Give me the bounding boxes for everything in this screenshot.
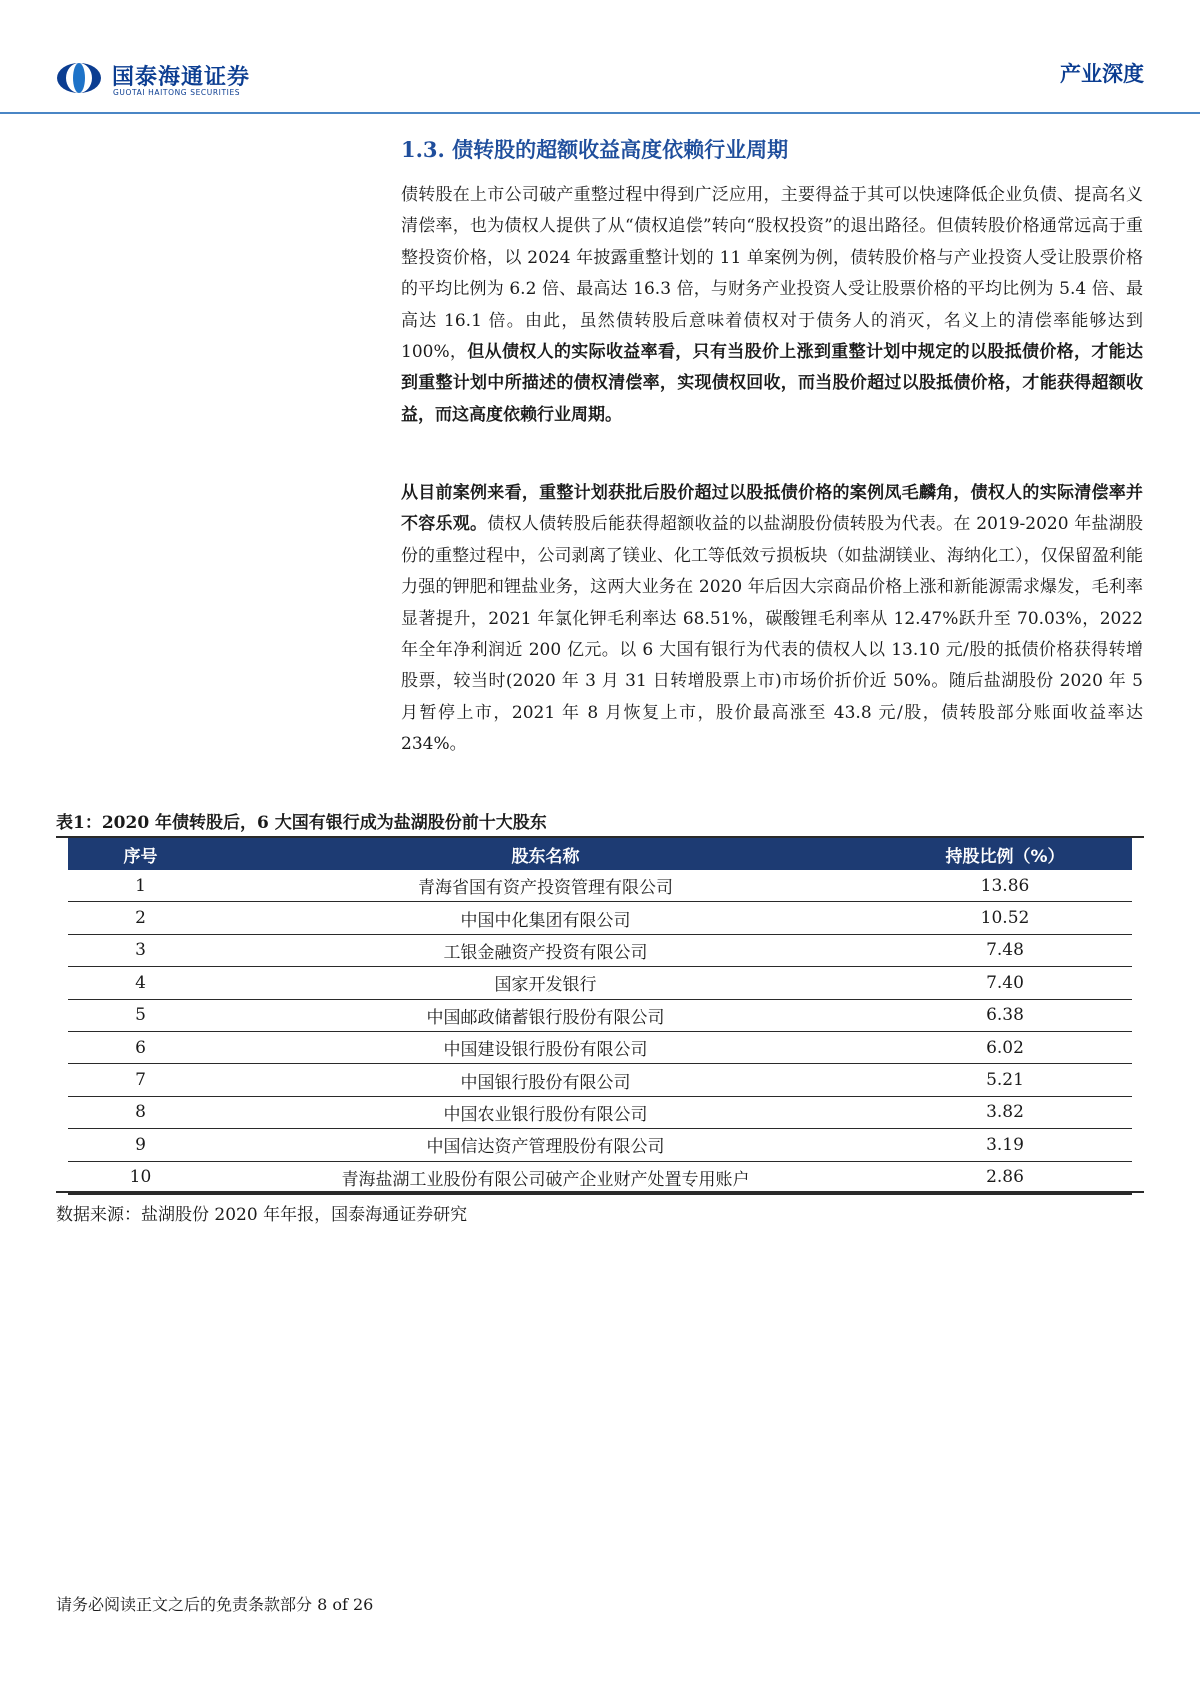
- logo-mark-icon: [56, 62, 102, 94]
- header-shareholder-name: 股东名称: [213, 838, 878, 870]
- row-index: 4: [68, 967, 213, 999]
- row-holding-ratio: 3.82: [878, 1096, 1132, 1128]
- table-header-row: [68, 838, 1132, 870]
- row-index: 6: [68, 1031, 213, 1063]
- table-row: [68, 1031, 1132, 1063]
- row-holding-ratio: 3.19: [878, 1129, 1132, 1161]
- row-holding-ratio: 7.40: [878, 967, 1132, 999]
- row-holding-ratio: 6.02: [878, 1031, 1132, 1063]
- row-index: 1: [68, 870, 213, 902]
- paragraph-2: [401, 478, 1143, 761]
- row-index: 2: [68, 902, 213, 934]
- page-footer: 请务必阅读正文之后的免责条款部分 8 of 26: [56, 1595, 374, 1614]
- paragraph-1: [401, 180, 1143, 431]
- header-index: 序号: [68, 838, 213, 870]
- data-source-note: 数据来源：盐湖股份 2020 年年报，国泰海通证券研究: [56, 1205, 468, 1225]
- table-row: [68, 999, 1132, 1031]
- table-row: [68, 870, 1132, 902]
- page-header: [0, 0, 1200, 116]
- row-shareholder-name: 青海盐湖工业股份有限公司破产企业财产处置专用账户: [213, 1161, 878, 1194]
- row-index: 7: [68, 1064, 213, 1096]
- table-row: [68, 1161, 1132, 1194]
- row-index: 5: [68, 999, 213, 1031]
- row-index: 9: [68, 1129, 213, 1161]
- header-divider: [0, 112, 1200, 114]
- row-holding-ratio: 6.38: [878, 999, 1132, 1031]
- row-holding-ratio: 10.52: [878, 902, 1132, 934]
- row-holding-ratio: 13.86: [878, 870, 1132, 902]
- row-holding-ratio: 7.48: [878, 934, 1132, 966]
- paragraph-2-text: 债权人债转股后能获得超额收益的以盐湖股份债转股为代表。在 2019-2020 年盐湖股份的重整过程中，公司剥离了镁业、化工等低效亏损板块（如盐湖镁业、海纳化工），仅保留盈利能力强的钾肥和锂盐业务，这两大业务在 2020 年后因大宗商品价格上涨和新能源需求爆发，毛利率显著提升，2021 年氯化钾毛利率达 68.51%，碳酸锂毛利率从 12.47%跃升至 70.03%，2022 年全年净利润近 200 亿元。以 6 大国有银行为代表的债权人以 13.10 元/股的抵债价格获得转增股票，较当时(2020 年 3 月 31 日转增股票上市)市场价折价近 50%。随后盐湖股份 2020 年 5 月暂停上市，2021 年 8 月恢复上市，股价最高涨至 43.8 元/股，债转股部分账面收益率达 234%。: [401, 514, 1144, 755]
- row-holding-ratio: 5.21: [878, 1064, 1132, 1096]
- logo-chinese-name: 国泰海通证券: [112, 65, 251, 90]
- row-index: 10: [68, 1161, 213, 1194]
- table-row: [68, 902, 1132, 934]
- row-shareholder-name: 中国中化集团有限公司: [213, 902, 878, 934]
- company-logo: [56, 60, 306, 102]
- row-index: 3: [68, 934, 213, 966]
- table-caption: 表1：2020 年债转股后，6 大国有银行成为盐湖股份前十大股东: [56, 813, 547, 833]
- row-shareholder-name: 中国邮政储蓄银行股份有限公司: [213, 999, 878, 1031]
- row-shareholder-name: 中国建设银行股份有限公司: [213, 1031, 878, 1063]
- table-bottom-rule: [56, 1191, 1144, 1193]
- table-row: [68, 1096, 1132, 1128]
- table-row: [68, 1064, 1132, 1096]
- row-holding-ratio: 2.86: [878, 1161, 1132, 1194]
- shareholder-table: [68, 838, 1132, 1195]
- row-shareholder-name: 中国银行股份有限公司: [213, 1064, 878, 1096]
- logo-english-name: GUOTAI HAITONG SECURITIES: [113, 88, 241, 97]
- report-category: 产业深度: [1060, 62, 1144, 86]
- table-row: [68, 934, 1132, 966]
- table-row: [68, 967, 1132, 999]
- row-shareholder-name: 国家开发银行: [213, 967, 878, 999]
- paragraph-1-bold-text: 但从债权人的实际收益率看，只有当股价上涨到重整计划中规定的以股抵债价格，才能达到重整计划中所描述的债权清偿率，实现债权回收，而当股价超过以股抵债价格，才能获得超额收益，而这高度依赖行业周期。: [401, 342, 1144, 425]
- header-holding-ratio: 持股比例（%）: [878, 838, 1132, 870]
- paragraph-2-bold-text: 从目前案例来看，重整计划获批后股价超过以股抵债价格的案例凤毛麟角，债权人的实际清偿率并不容乐观。: [401, 483, 1143, 535]
- row-index: 8: [68, 1096, 213, 1128]
- paragraph-1-text: 债转股在上市公司破产重整过程中得到广泛应用，主要得益于其可以快速降低企业负债、提高名义清偿率，也为债权人提供了从“债权追偿”转向“股权投资”的退出路径。但债转股价格通常远高于重整投资价格，以 2024 年披露重整计划的 11 单案例为例，债转股价格与产业投资人受让股票价格的平均比例为 6.2 倍、最高达 16.3 倍，与财务产业投资人受让股票价格的平均比例为 5.4 倍、最高达 16.1 倍。由此，虽然债转股后意味着债权对于债务人的消灭，名义上的清偿率能够达到 100%，: [401, 185, 1143, 363]
- table-row: [68, 1129, 1132, 1161]
- section-title: 1.3. 债转股的超额收益高度依赖行业周期: [401, 137, 789, 162]
- row-shareholder-name: 中国农业银行股份有限公司: [213, 1096, 878, 1128]
- row-shareholder-name: 中国信达资产管理股份有限公司: [213, 1129, 878, 1161]
- row-shareholder-name: 青海省国有资产投资管理有限公司: [213, 870, 878, 902]
- row-shareholder-name: 工银金融资产投资有限公司: [213, 934, 878, 966]
